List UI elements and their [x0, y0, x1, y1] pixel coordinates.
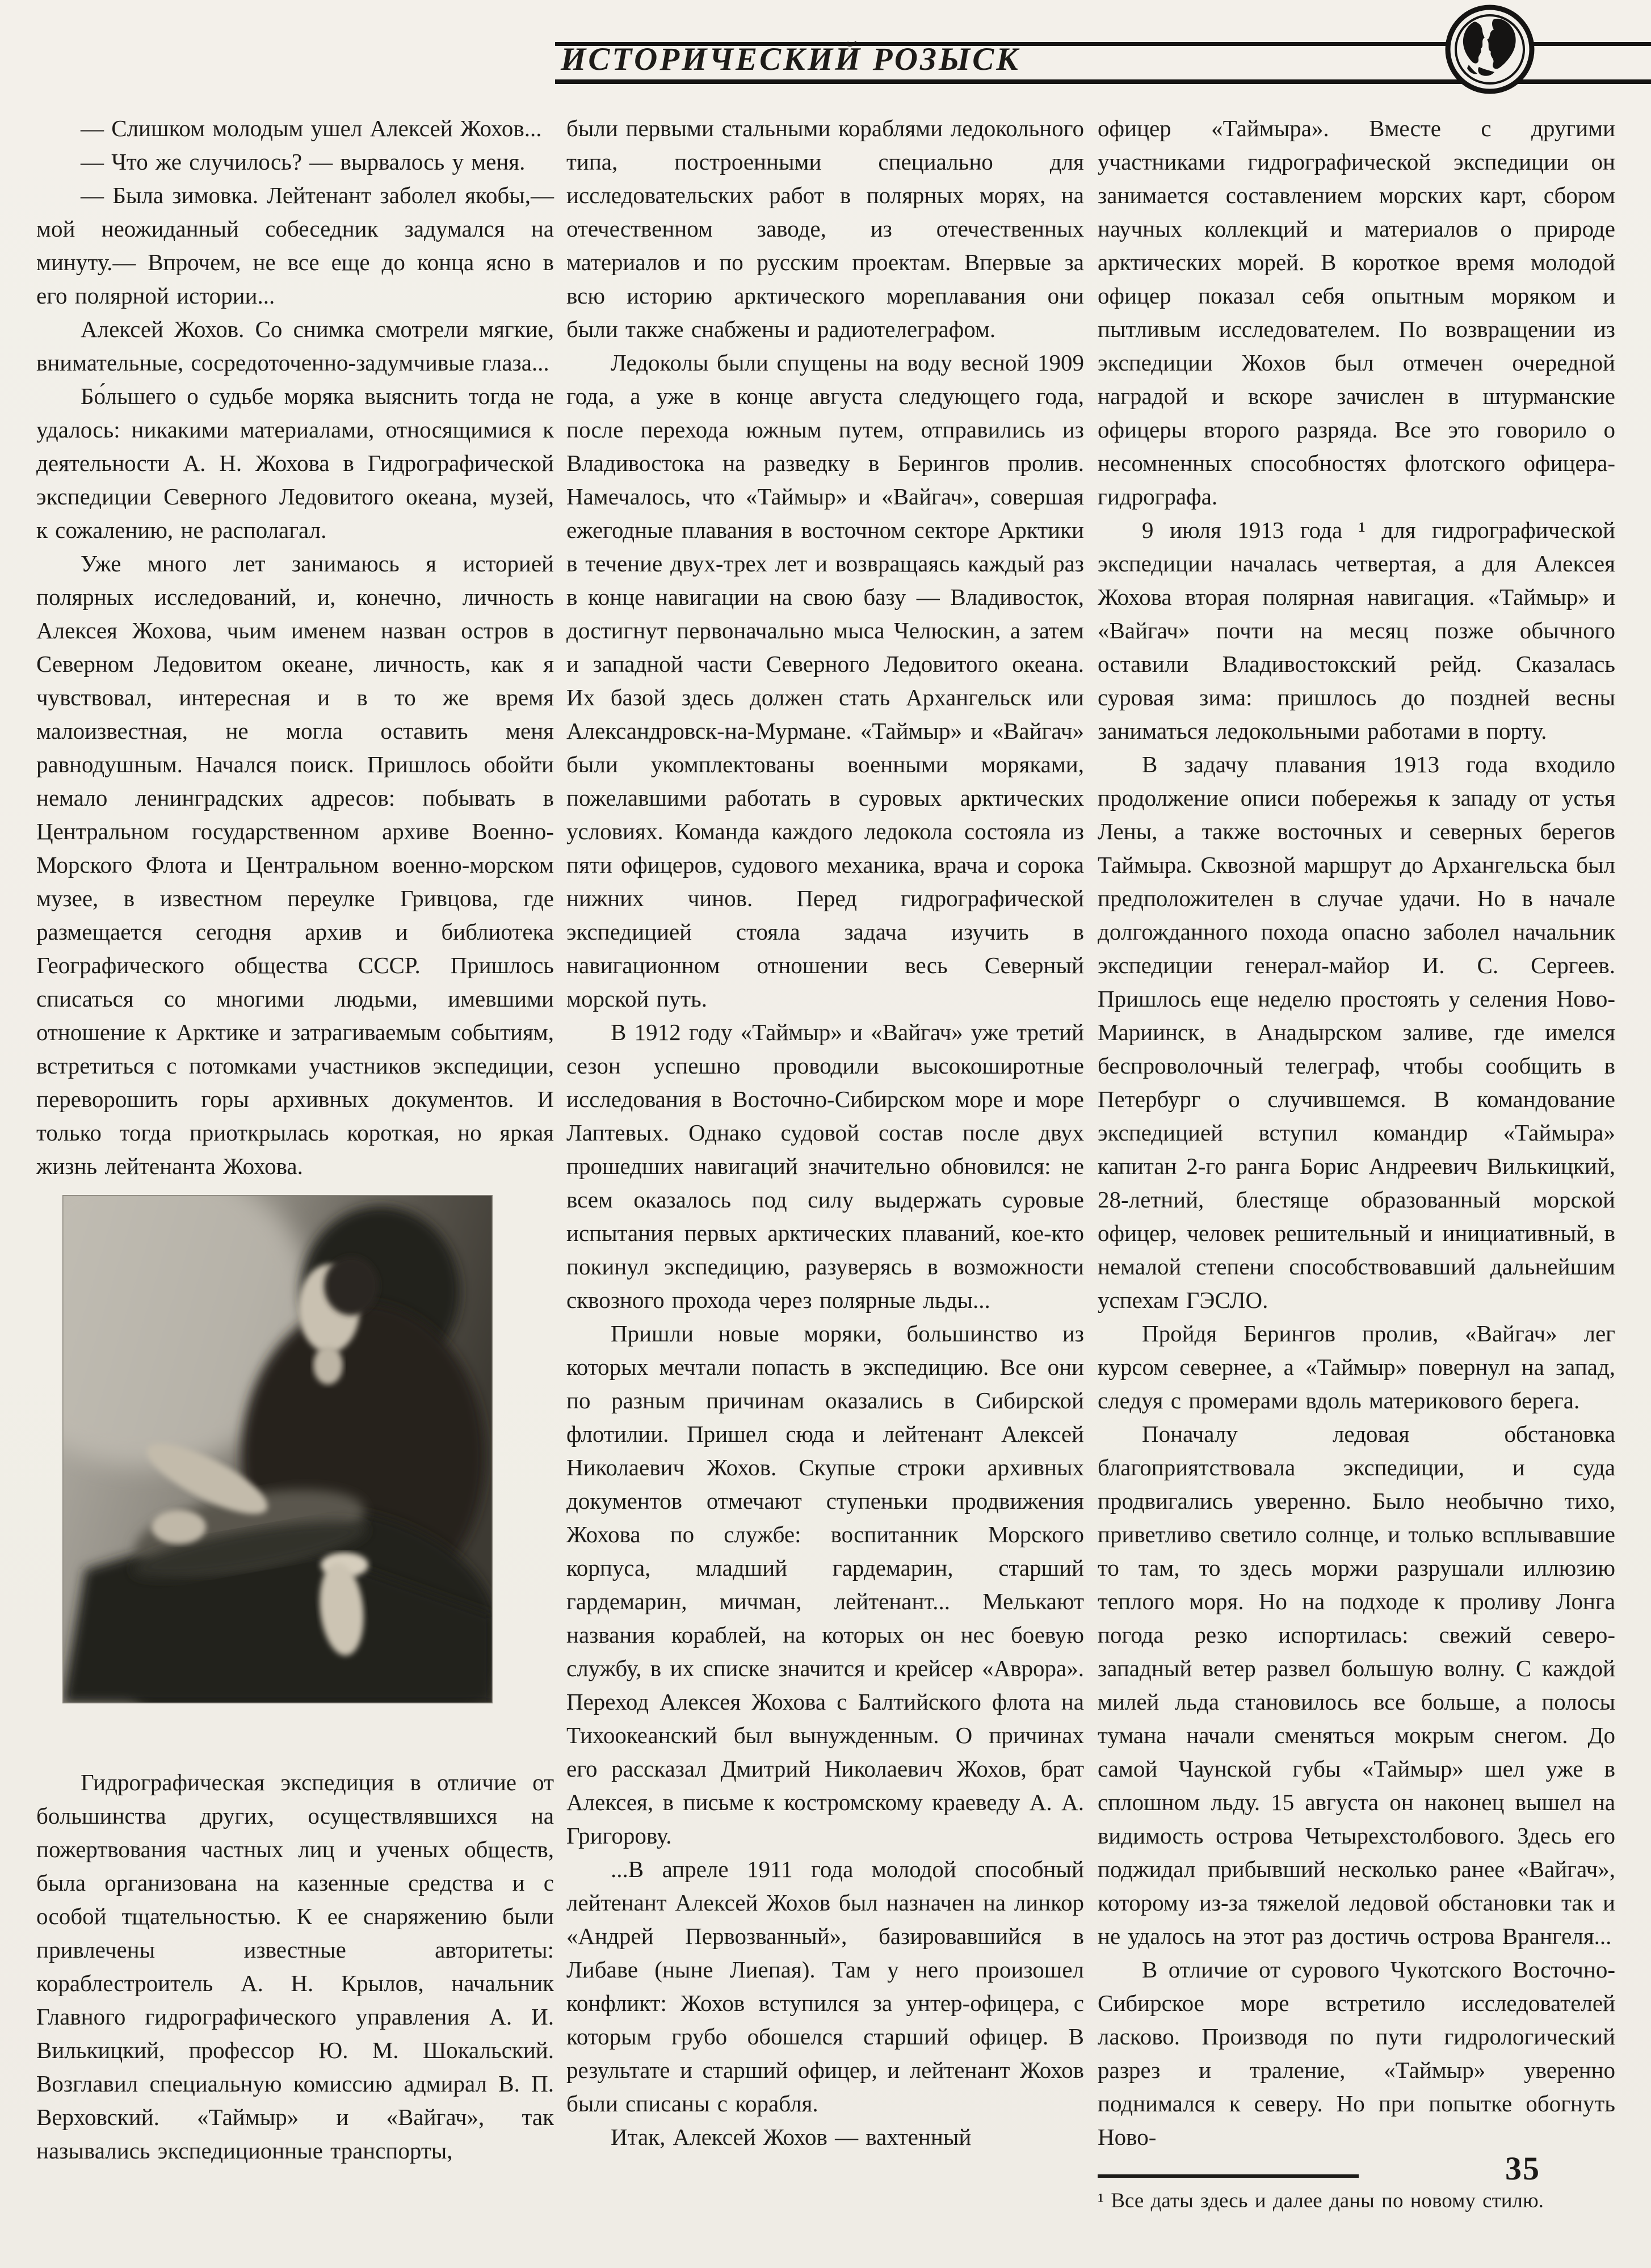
paragraph: были первыми стальными кораблями ледокольного типа, построенными специально для исследовательских работ в полярных морях, на отечественном заводе, из отечественных материалов и по русским проектам. Впервые за всю историю арктического мореплавания они были также снабжены и радиотелеграфом. [566, 115, 1084, 342]
paragraph: — Что же случилось? — вырвалось у меня. [81, 149, 526, 175]
paragraph: офицер «Таймыра». Вместе с другими участниками гидрографической экспедиции он занимается составлением морских карт, сбором научных коллекций и материалов о природе арктических морей. В короткое время молодой офицер показал себя опытным моряком и пытливым исследователем. По возвращении из экспедиции Жохов был отмечен очередной наградой и вскоре зачислен в штурманские офицеры второго разряда. Все это говорило о несомненных способностях флотского офицера-гидрографа. [1098, 115, 1615, 510]
paragraph: Итак, Алексей Жохов — вахтенный [611, 2124, 972, 2150]
paragraph: Уже много лет занимаюсь я историей полярных исследований, и, конечно, личность Алексея Жохова, чьим именем назван остров в Северном Ледовитом океане, личность, как я чувствовал, интересная и в то же время малоизвестная, не могла оставить меня равнодушным. Начался поиск. Пришлось обойти немало ленинградских адресов: побывать в Центральном государственном архиве Военно-Морского Флота и Центральном военно-морском музее, в известном переулке Гривцова, где размещается сегодня архив и библиотека Географического общества СССР. Пришлось списаться со многими людьми, имевшими отношение к Арктике и затрагиваемым событиям, встретиться с потомками участников экспедиции, переворошить горы архивных документов. И только тогда приоткрылась короткая, но яркая жизнь лейтенанта Жохова. [36, 550, 554, 1179]
paragraph: — Была зимовка. Лейтенант заболел якобы,— мой неожиданный собеседник задумался на минуту.— Впрочем, не все еще до конца ясно в его полярной истории... [36, 182, 554, 309]
paragraph: — Слишком молодым ушел Алексей Жохов... [81, 115, 542, 141]
paragraph: В 1912 году «Таймыр» и «Вайгач» уже третий сезон успешно проводили высокоширотные исследования в Восточно-Сибирском море и море Лаптевых. Однако судовой состав после двух прошедших навигаций значительно обновился: не всем оказалось под силу выдержать суровые испытания первых арктических плаваний, кое-кто покинул экспедицию, разуверясь в возможности сквозного прохода через полярные льды... [566, 1019, 1084, 1313]
footnote: ¹ Все даты здесь и далее даны по новому стилю. [1098, 2189, 1544, 2212]
portrait-photo [62, 1195, 493, 1703]
paragraph: Алексей Жохов. Со снимка смотрели мягкие, внимательные, сосредоточенно-задумчивые глаза... [36, 316, 554, 376]
paragraph: Ледоколы были спущены на воду весной 1909 года, а уже в конце августа следующего года, после перехода южным путем, отправились из Владивостока на разведку в Берингов пролив. Намечалось, что «Таймыр» и «Вайгач», совершая ежегодные плавания в восточном секторе Арктики в течение двух-трех лет и возвращаясь каждый раз в конце навигации на свою базу — Владивосток, достигнут первоначально мыса Челюскин, а затем и западной части Северного Ледовитого океана. Их базой здесь должен стать Архангельск или Александровск-на-Мурмане. «Таймыр» и «Вайгач» были укомплектованы военными моряками, пожелавшими работать в суровых арктических условиях. Команда каждого ледокола состояла из пяти офицеров, судового механика, врача и сорока нижних чинов. Перед гидрографической экспедицией стояла задача изучить в навигационном отношении весь Северный морской путь. [566, 350, 1084, 1012]
paragraph: Гидрографическая экспедиция в отличие от большинства других, осуществлявшихся на пожертвования частных лиц и ученых обществ, была организована на казенные средства и с особой тщательностью. К ее снаряжению были привлечены известные авторитеты: кораблестроитель А. Н. Крылов, начальник Главного гидрографического управления А. И. Вилькицкий, профессор Ю. М. Шокальский. Возглавил специальную комиссию адмирал В. П. Верховский. «Таймыр» и «Вайгач», так назывались экспедиционные транспорты, [36, 1769, 554, 2164]
paragraph: Пришли новые моряки, большинство из которых мечтали попасть в экспедицию. Все они по разным причинам оказались в Сибирской флотилии. Пришел сюда и лейтенант Алексей Николаевич Жохов. Скупые строки архивных документов отмечают ступеньки продвижения Жохова по службе: воспитанник Морского корпуса, младший гардемарин, старший гардемарин, мичман, лейтенант... Мелькают названия кораблей, на которых он нес боевую службу, в их списке значится и крейсер «Аврора». Переход Алексея Жохова с Балтийского флота на Тихоокеанский был вынужденным. О причинах его рассказал Дмитрий Николаевич Жохов, брат Алексея, в письме к костромскому краеведу А. А. Григорову. [566, 1320, 1084, 1849]
column-3 [1098, 112, 1615, 2215]
section-title: ИСТОРИЧЕСКИЙ РОЗЫСК [561, 41, 1020, 77]
footnote-divider [1098, 2174, 1359, 2178]
paragraph: Поначалу ледовая обстановка благоприятствовала экспедиции, и суда продвигались уверенно. Было необычно тихо, приветливо светило солнце, и только всплывавшие то там, то здесь моржи разрушали иллюзию теплого моря. Но на подходе к проливу Лонга погода резко испортилась: свежий северо-западный ветер развел большую волну. С каждой милей льда становилось все больше, а полосы тумана начали сменяться мокрым снегом. До самой Чаунской губы «Таймыр» шел уже в сплошном льду. 15 августа он наконец вышел на видимость острова Четырехстолбового. Здесь его поджидал прибывший несколько ранее «Вайгач», которому из-за тяжелой ледовой обстановки так и не удалось на этот раз достичь острова Врангеля... [1098, 1421, 1615, 1949]
paragraph: В задачу плавания 1913 года входило продолжение описи побережья к западу от устья Лены, а также восточных и северных берегов Таймыра. Сквозной маршрут до Архангельска был предположителен в случае удачи. Но в начале долгожданного похода опасно заболел начальник экспедиции генерал-майор И. С. Сергеев. Пришлось еще неделю простоять у селения Ново-Мариинск, в Анадырском заливе, где имелся беспроволочный телеграф, чтобы сообщить в Петербург о случившемся. В командование экспедицией вступил командир «Таймыра» капитан 2-го ранга Борис Андреевич Вилькицкий, 28-летний, блестяще образованный морской офицер, человек решительный и инициативный, в немалой степени способствовавший дальнейшим успехам ГЭСЛО. [1098, 751, 1615, 1313]
column-1-below-photo [36, 1766, 554, 2168]
globe-icon [1444, 3, 1536, 95]
page-number: 35 [1505, 2150, 1540, 2187]
paragraph: 9 июля 1913 года ¹ для гидрографической экспедиции началась четвертая, а для Алексея Жохова вторая полярная навигация. «Таймыр» и «Вайгач» почти на месяц позже обычного оставили Владивостокский рейд. Сказалась суровая зима: пришлось до поздней весны заниматься ледокольными работами в порту. [1098, 517, 1615, 744]
paragraph: ...В апреле 1911 года молодой способный лейтенант Алексей Жохов был назначен на линкор «Андрей Первозванный», базировавшийся в Либаве (ныне Лиепая). Там у него произошел конфликт: Жохов вступился за унтер-офицера, с которым грубо обошелся старший офицер. В результате и старший офицер, и лейтенант Жохов были списаны с корабля. [566, 1856, 1084, 2116]
column-2 [566, 112, 1084, 2154]
paragraph: Бо́льшего о судьбе моряка выяснить тогда не удалось: никакими материалами, относящимися к деятельности А. Н. Жохова в Гидрографической экспедиции Северного Ледовитого океана, музей, к сожалению, не располагал. [36, 383, 554, 543]
paragraph: В отличие от сурового Чукотского Восточно-Сибирское море встретило исследователей ласково. Производя по пути гидрологический разрез и траление, «Таймыр» уверенно поднимался к северу. Но при попытке обогнуть Ново- [1098, 1956, 1615, 2150]
column-1 [36, 112, 554, 1183]
paragraph: Пройдя Берингов пролив, «Вайгач» лег курсом севернее, а «Таймыр» повернул на запад, следуя с промерами вдоль материкового берега. [1098, 1320, 1615, 1413]
